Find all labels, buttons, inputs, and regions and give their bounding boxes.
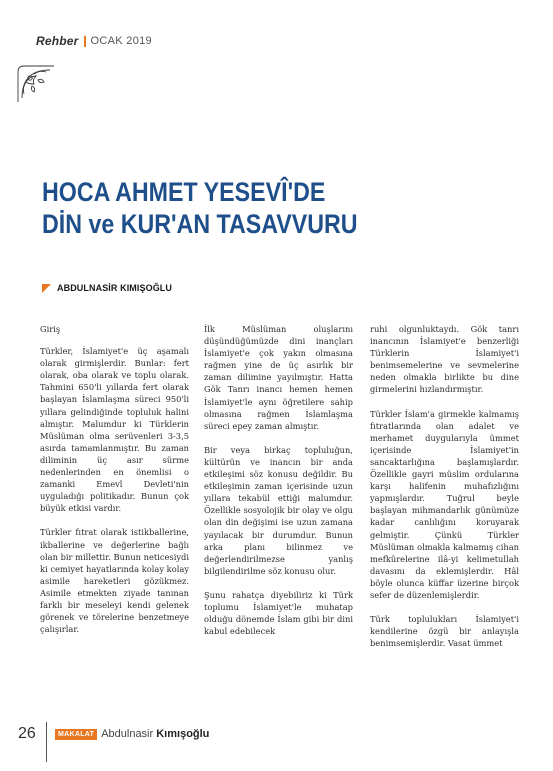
text-column-3 — [370, 323, 519, 661]
issue-date: OCAK 2019 — [90, 35, 152, 47]
paragraph: ruhi olgunluktaydı. Gök tanrı inancının İslamiyet'e benzerliği Türklerin İslamiyet'i benimsemelerine ve sevmelerine neden olmakla birlikte bu dine girmelerini hızlandırmıştır. — [370, 324, 519, 395]
author-name: ABDULNASİR KIMIŞOĞLU — [57, 283, 172, 293]
footer-author — [101, 728, 209, 740]
paragraph: Türkler İslam'a girmekle kalmamış fıtratlarında olan adalet ve merhamet duygularıyla ümmet içerisinde İslamiyet'in sancaktarlığına başlamışlardır. Özellikle gayri müslim ordularına karşı halifenin muhafızlığını yapmışlardır. Tuğrul beyle başlayan mihmandarlık günümüze kadar canlılığını koruyarak gelmiştir. Çünkü Türkler Müslüman olmakla kalmamış cihan mefkûrelerine ilâ-yi kelimetullah davasını da eklemişlerdir. Hâl böyle olunca küffar üzerine birçok sefer de düzenlemişlerdir. — [370, 408, 519, 600]
byline — [42, 283, 172, 293]
title-line-2: DİN ve KUR'AN TASAVVURU — [42, 209, 358, 239]
article-title — [42, 176, 420, 240]
paragraph: İlk Müslüman oluşlarını düşündüğümüzde dini inançları İslamiyet'e çok yakın olmasına rağmen yine de üç asırlık bir zaman dilimine yayılmıştır. Hatta Gök Tanrı inancı hemen hemen İslamiyet'le aynı öğretilere sahip olmasına rağmen İslamlaşma süreci epey zaman almıştır. — [204, 324, 353, 431]
floral-corner-ornament-icon — [14, 62, 58, 106]
magazine-brand: Rehber — [36, 34, 79, 48]
footer-divider — [46, 722, 47, 762]
paragraph: Bir veya birkaç topluluğun, kültürün ve inancın bir anda etkileşimi söz konusu değildir. Bu etkileşimin zaman içerisinde uzun yıllara tekabül ettiği malumdur. Özellikle sosyolojik bir olay ve olgu olan din değişimi ise uzun zamana yayılacak bir durumdur. Bunun arka planı bilinmez ve değerlendirilmezse yanlış bilgilendirilme söz konusu olur. — [204, 444, 353, 576]
section-badge: MAKALAT — [55, 729, 97, 740]
paragraph: Türkler, İslamiyet'e üç aşamalı olarak girmişlerdir. Bunlar: fert olarak, oba olarak ve toplu olarak. Tahmini 650'li yıllarda fert olarak başlayan İslamlaşma süreci 950'li yıllara gelindiğinde topluluk halini almıştır. Malumdur ki Türklerin Müslüman olma serüvenleri 3-3,5 asırda tamamlanmıştır. Bu zaman diliminin üç asır sürme nedenlerinden en önemlisi o zamanki Emevî Devleti'nin uyguladığı politikadır. Bunun çok büyük etkisi vardır. — [40, 346, 189, 514]
header-divider — [84, 36, 86, 47]
text-column-2 — [204, 323, 353, 649]
footer-author-first: Abdulnasir — [101, 728, 154, 740]
paragraph: Türkler fıtrat olarak istikballerine, ikballerine ve değerlerine bağlı olan bir millettir. Bunun neticesiydi ki cemiyet hayatlarında kolay kolay asimile hareketleri gözükmez. Asimile etmekten ziyade tanınan farklı bir meseleyi kendi gelenek görenek ve törelerine benzetmeye çalışırlar. — [40, 527, 190, 635]
section-heading: Giriş — [40, 324, 61, 334]
page-footer — [18, 722, 209, 746]
paragraph: Şunu rahatça diyebiliriz ki Türk toplumu İslamiyet'le muhatap olduğu dönemde İslam gibi bir dini kabul edebilecek — [204, 589, 353, 637]
footer-author-last: Kımışoğlu — [156, 728, 210, 740]
page-number: 26 — [18, 725, 36, 742]
orange-triangle-icon — [42, 284, 51, 293]
paragraph: Türk toplulukları İslamiyet'i kendilerine özgü bir anlayışla benimsemişlerdir. Vasat ümmet — [370, 614, 519, 649]
running-header — [36, 34, 152, 48]
title-line-1: HOCA AHMET YESEVÎ'DE — [42, 177, 326, 207]
text-column-1 — [40, 323, 189, 647]
